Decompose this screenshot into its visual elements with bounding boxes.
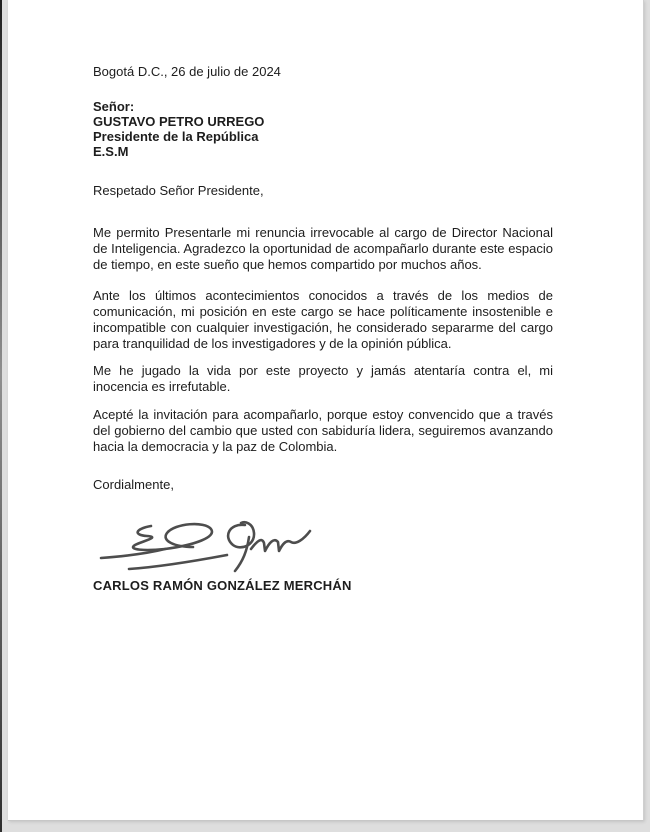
recipient-courtesy: E.S.M	[93, 144, 129, 159]
letter-paragraph: Me permito Presentarle mi renuncia irrevocable al cargo de Director Nacional de Inteligencia. Agradezco la oportunidad de acompañarlo durante este espacio de tiempo, en este sueño que hemos compartido por muchos años.	[93, 225, 553, 272]
letter-closing: Cordialmente,	[93, 477, 174, 492]
letter-paragraph: Ante los últimos acontecimientos conocidos a través de los medios de comunicación, mi posición en este cargo se hace políticamente insostenible e incompatible con cualquier investigación, he considerado separarme del cargo para tranquilidad de los investigadores y de la opinión pública.	[93, 288, 553, 351]
letter-date: Bogotá D.C., 26 de julio de 2024	[93, 64, 281, 79]
recipient-name: GUSTAVO PETRO URREGO	[93, 114, 265, 129]
letter-paragraph: Acepté la invitación para acompañarlo, porque estoy convencido que a través del gobierno del cambio que usted con sabiduría lidera, seguiremos avanzando hacia la democracia y la paz de Colombia.	[93, 407, 553, 454]
signature-image	[99, 509, 553, 573]
letter-content	[8, 0, 643, 594]
letter-page	[8, 0, 644, 821]
handwritten-signature-icon	[99, 509, 314, 573]
signer-name: CARLOS RAMÓN GONZÁLEZ MERCHÁN	[93, 578, 352, 593]
recipient-title: Presidente de la República	[93, 129, 259, 144]
recipient-salutation: Señor:	[93, 99, 135, 114]
letter-paragraph: Me he jugado la vida por este proyecto y jamás atentaría contra el, mi inocencia es irrefutable.	[93, 363, 553, 394]
letter-greeting: Respetado Señor Presidente,	[93, 183, 264, 198]
recipient-block	[93, 99, 553, 159]
scan-edge-strip	[0, 0, 2, 832]
